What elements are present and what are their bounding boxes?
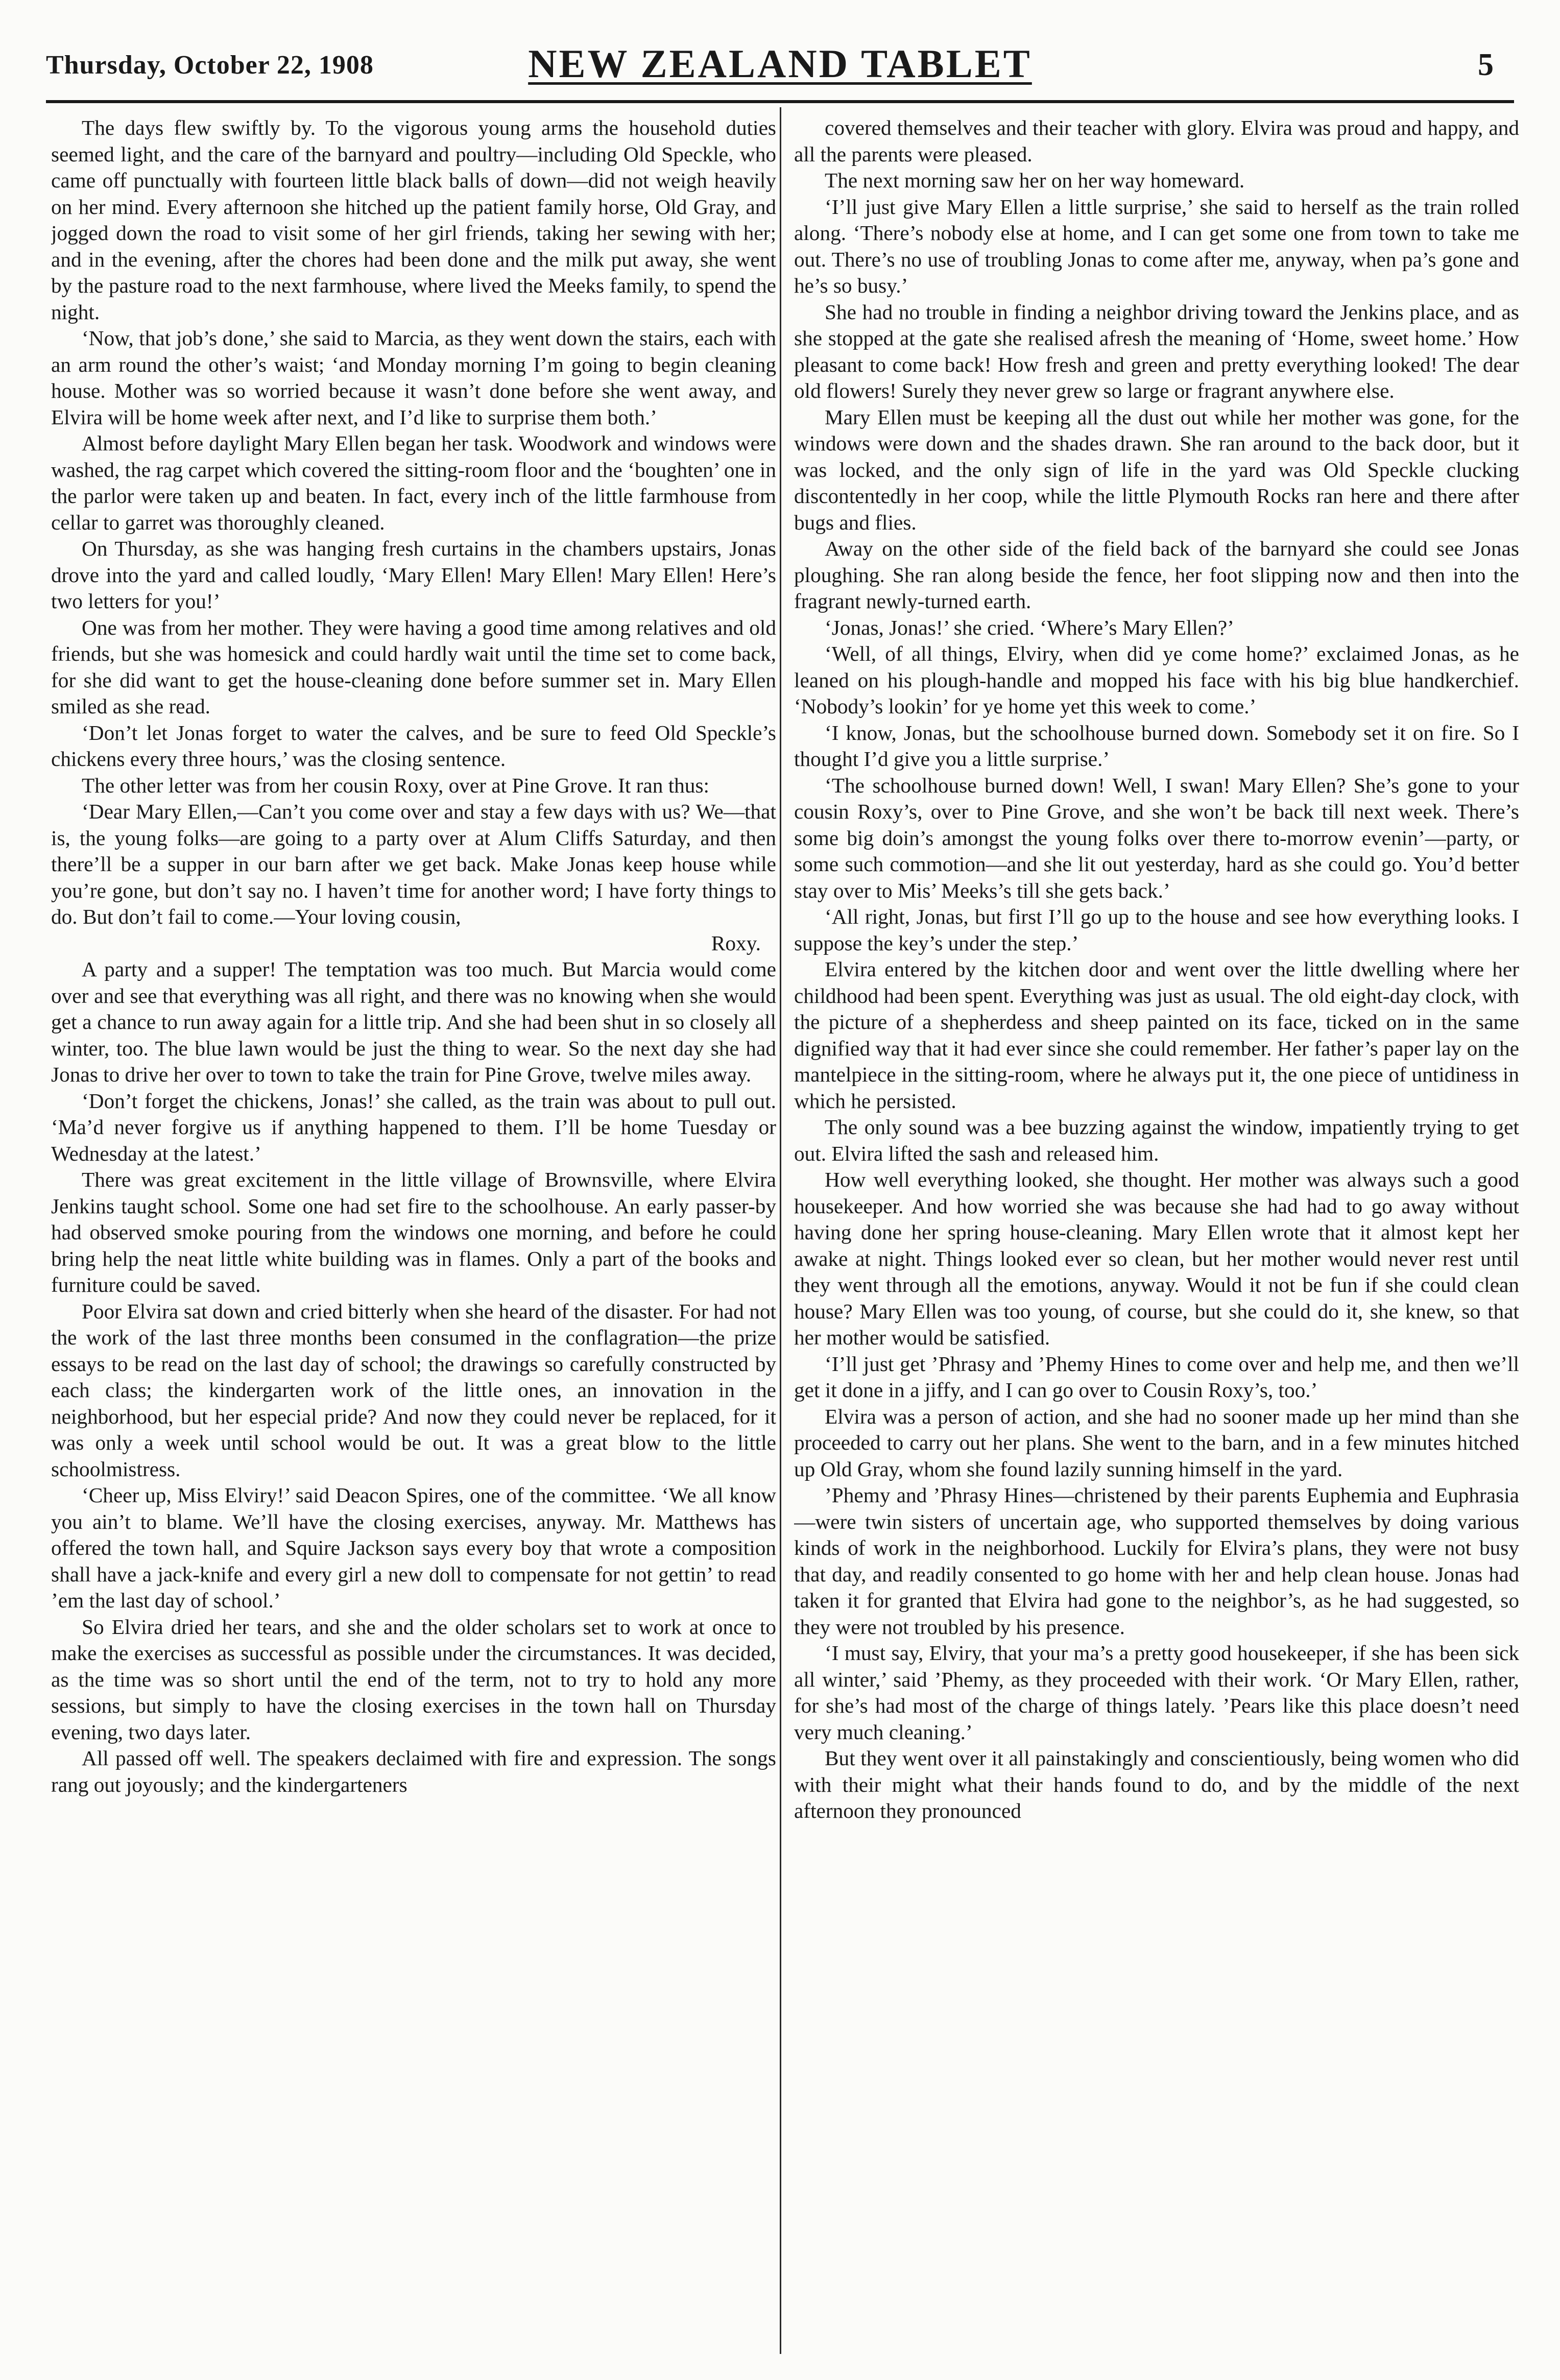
letter-paragraph: ‘Dear Mary Ellen,—Can’t you come over and stay a few days with us? We—that is, the young folks—are going to a party over at Alum Cliffs Saturday, and then there’ll be a supper in our barn after we get back. Make Jonas keep house while you’re gone, but don’t say no. I haven’t time for another word; I have forty things to do. But don’t fail to come.—Your loving cousin, [51, 800, 776, 928]
paragraph: ‘Well, of all things, Elviry, when did ye come home?’ exclaimed Jonas, as he leaned on his plough-handle and mopped his face with his big blue handkerchief. ‘Nobody’s lookin’ for ye home yet this week to come.’ [794, 642, 1519, 718]
left-column [51, 115, 776, 2341]
paragraph: A party and a supper! The temptation was too much. But Marcia would come over and see that everything was all right, and there was no knowing when she would get a chance to run away again for a little trip. And she had been shut in so closely all winter, too. The blue lawn would be just the thing to wear. So the next day she had Jonas to drive her over to town to take the train for Pine Grove, twelve miles away. [51, 957, 776, 1086]
paragraph: The days flew swiftly by. To the vigorous young arms the household duties seemed light, and the care of the barnyard and poultry—including Old Speckle, who came off punctually with fourteen little black balls of down—did not weigh heavily on her mind. Every afternoon she hitched up the patient family horse, Old Gray, and jogged down the road to visit some of her girl friends, taking her sewing with her; and in the evening, after the chores had been done and the milk put away, she went by the pasture road to the next farmhouse, where lived the Meeks family, to spend the night. [51, 116, 776, 324]
letter-signature: Roxy. [711, 931, 761, 955]
paragraph: Elvira entered by the kitchen door and went over the little dwelling where her childhood had been spent. Everything was just as usual. The old eight-day clock, with the picture of a shepherdess and sheep painted on its face, ticked on in the same dignified way that it had ever since she could remember. Her father’s paper lay on the mantelpiece in the sitting-room, where he always put it, the one piece of untidiness in which he persisted. [794, 957, 1519, 1113]
paragraph: She had no trouble in finding a neighbor driving toward the Jenkins place, and as she stopped at the gate she realised afresh the meaning of ‘Home, sweet home.’ How pleasant to come back! How fresh and green and pretty everything looked! The dear old flowers! Surely they never grew so large or fragrant anywhere else. [794, 300, 1519, 402]
column-divider [780, 107, 781, 2354]
paragraph: Poor Elvira sat down and cried bitterly when she heard of the disaster. For had not the work of the last three months been consumed in the conflagration—the prize essays to be read on the last day of school; the drawings so carefully constructed by each class; the kindergarten work of the little ones, an innovation in the neighborhood, but her especial pride? And now they could never be replaced, for it was only a week until school would be out. It was a great blow to the little schoolmistress. [51, 1299, 776, 1481]
paragraph: ‘The schoolhouse burned down! Well, I swan! Mary Ellen? She’s gone to your cousin Roxy’s, over to Pine Grove, and she won’t be back till next week. There’s some big doin’s amongst the young folks over there to-morrow evenin’—party, or some such commotion—and she lit out yesterday, hard as she could go. You’d better stay over to Mis’ Meeks’s till she gets back.’ [794, 773, 1519, 902]
paragraph: ‘Jonas, Jonas!’ she cried. ‘Where’s Mary Ellen?’ [825, 615, 1234, 639]
paragraph: ‘Don’t forget the chickens, Jonas!’ she called, as the train was about to pull out. ‘Ma’d never forgive us if anything happened to them. I’ll be home Tuesday or Wednesday at the latest.’ [51, 1089, 776, 1165]
right-column [794, 115, 1519, 2341]
paragraph: ‘All right, Jonas, but first I’ll go up to the house and see how everything looks. I suppose the key’s under the step.’ [794, 905, 1519, 955]
paragraph: Almost before daylight Mary Ellen began her task. Woodwork and windows were washed, the rag carpet which covered the sitting-room floor and the ‘boughten’ one in the parlor were taken up and beaten. In fact, every inch of the little farmhouse from cellar to garret was thoroughly cleaned. [51, 431, 776, 534]
paragraph: ‘Cheer up, Miss Elviry!’ said Deacon Spires, one of the committee. ‘We all know you ain’t to blame. We’ll have the closing exercises, anyway. Mr. Matthews has offered the town hall, and Squire Jackson says every boy that wrote a composition shall have a jack-knife and every girl a new doll to compensate for not gettin’ to read ’em the last day of school.’ [51, 1483, 776, 1612]
paragraph: Elvira was a person of action, and she had no sooner made up her mind than she proceeded to carry out her plans. She went to the barn, and in a few minutes hitched up Old Gray, whom she found lazily sunning himself in the yard. [794, 1404, 1519, 1481]
paragraph: So Elvira dried her tears, and she and the older scholars set to work at once to make the exercises as successful as possible under the circumstances. It was decided, as the time was so short until the end of the term, not to try to hold any more sessions, but simply to have the closing exercises in the town hall on Thursday evening, two days later. [51, 1615, 776, 1744]
paragraph: The other letter was from her cousin Roxy, over at Pine Grove. It ran thus: [82, 773, 710, 797]
paragraph: There was great excitement in the little village of Brownsville, where Elvira Jenkins taught school. Some one had set fire to the schoolhouse. An early passer-by had observed smoke pouring from the windows one morning, and before he could bring help the neat little white building was in flames. Only a part of the books and furniture could be saved. [51, 1168, 776, 1296]
paragraph: One was from her mother. They were having a good time among relatives and old friends, but she was homesick and could hardly wait until the time set to come back, for she did want to get the house-cleaning done before summer set in. Mary Ellen smiled as she read. [51, 615, 776, 718]
paragraph: But they went over it all painstakingly and conscientiously, being women who did with their might what their hands found to do, and by the middle of the next afternoon they pronounced [794, 1746, 1519, 1822]
paragraph: covered themselves and their teacher with glory. Elvira was proud and happy, and all the parents were pleased. [794, 116, 1519, 166]
paragraph: The only sound was a bee buzzing against the window, impatiently trying to get out. Elvira lifted the sash and released him. [794, 1115, 1519, 1165]
paragraph: ‘I must say, Elviry, that your ma’s a pretty good housekeeper, if she has been sick all winter,’ said ’Phemy, as they proceeded with their work. ‘Or Mary Ellen, rather, for she’s had most of the charge of things lately. ’Pears like this place doesn’t need very much cleaning.’ [794, 1641, 1519, 1744]
paragraph: All passed off well. The speakers declaimed with fire and expression. The songs rang out joyously; and the kindergarteners [51, 1746, 776, 1796]
paragraph: On Thursday, as she was hanging fresh curtains in the chambers upstairs, Jonas drove into the yard and called loudly, ‘Mary Ellen! Mary Ellen! Mary Ellen! Here’s two letters for you!’ [51, 537, 776, 613]
paragraph: ‘Don’t let Jonas forget to water the calves, and be sure to feed Old Speckle’s chickens every three hours,’ was the closing sentence. [51, 720, 776, 771]
page-header [46, 36, 1514, 87]
header-rule [46, 100, 1514, 103]
paragraph: How well everything looked, she thought. Her mother was always such a good housekeeper. And how worried she was because she had had to go away without having done her spring house-cleaning. Mary Ellen wrote that it almost kept her awake at night. Things looked ever so clean, but her mother would never rest until they went through all the emotions, anyway. Would it not be fun if she could clean house? Mary Ellen was too young, of course, but she could do it, she knew, so that her mother would be satisfied. [794, 1168, 1519, 1349]
page-number: 5 [1478, 47, 1494, 82]
masthead-title: NEW ZEALAND TABLET [528, 41, 1032, 86]
paragraph: Away on the other side of the field back of the barnyard she could see Jonas ploughing. She ran along beside the fence, her foot slipping now and then into the fragrant newly-turned earth. [794, 537, 1519, 613]
paragraph: ‘I know, Jonas, but the schoolhouse burned down. Somebody set it on fire. So I thought I’d give you a little surprise.’ [794, 720, 1519, 771]
paragraph: ‘Now, that job’s done,’ she said to Marcia, as they went down the stairs, each with an arm round the other’s waist; ‘and Monday morning I’m going to begin cleaning house. Mother was so worried because it wasn’t done before she went away, and Elvira will be home week after next, and I’d like to surprise them both.’ [51, 326, 776, 429]
paragraph: ‘I’ll just give Mary Ellen a little surprise,’ she said to herself as the train rolled along. ‘There’s nobody else at home, and I can get some one from town to take me out. There’s no use of troubling Jonas to come after me, anyway, when pa’s gone and he’s so busy.’ [794, 195, 1519, 297]
paragraph: Mary Ellen must be keeping all the dust out while her mother was gone, for the windows were down and the shades drawn. She ran around to the back door, but it was locked, and the only sign of life in the yard was Old Speckle clucking discontentedly in her coop, while the little Plymouth Rocks ran here and there after bugs and flies. [794, 405, 1519, 534]
paragraph: ’Phemy and ’Phrasy Hines—christened by their parents Euphemia and Euphrasia—were twin sisters of uncertain age, who supported themselves by doing various kinds of work in the neighborhood. Luckily for Elvira’s plans, they were not busy that day, and readily consented to go home with her and help clean house. Jonas had taken it for granted that Elvira had gone to the neighbor’s, as he had suggested, so they were not troubled by his presence. [794, 1483, 1519, 1639]
paragraph: The next morning saw her on her way homeward. [825, 169, 1245, 192]
issue-date: Thursday, October 22, 1908 [46, 51, 374, 80]
paragraph: ‘I’ll just get ’Phrasy and ’Phemy Hines to come over and help me, and then we’ll get it done in a jiffy, and I can go over to Cousin Roxy’s, too.’ [794, 1352, 1519, 1402]
